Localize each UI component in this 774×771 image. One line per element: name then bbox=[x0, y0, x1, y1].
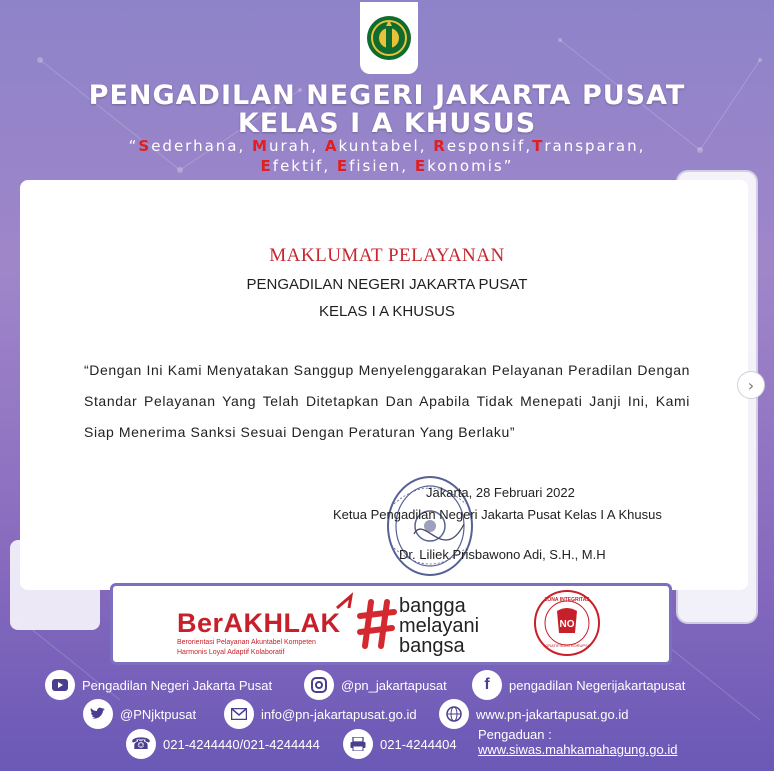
twitter-label: @PNjktpusat bbox=[120, 706, 197, 722]
zona-integritas-logo bbox=[533, 589, 601, 657]
motto-initial: R bbox=[433, 137, 447, 155]
bangga-line2: melayani bbox=[399, 615, 480, 637]
berakhlak-line2: Harmonis Loyal Adaptif Kolaboratif bbox=[177, 649, 285, 656]
contact-phone[interactable] bbox=[126, 729, 320, 759]
motto-initial: E bbox=[260, 157, 273, 175]
contact-instagram[interactable] bbox=[304, 670, 447, 700]
youtube-icon bbox=[45, 670, 75, 700]
bangga-line3: bangsa bbox=[399, 635, 465, 657]
court-name-line2: KELAS I A KHUSUS bbox=[237, 108, 537, 139]
complaint-info[interactable] bbox=[478, 727, 677, 757]
motto-initial: S bbox=[138, 137, 152, 155]
court-name-line1: PENGADILAN NEGERI JAKARTA PUSAT bbox=[88, 80, 686, 111]
court-emblem bbox=[360, 2, 418, 74]
hashtag-icon bbox=[357, 598, 397, 650]
integrity-banner bbox=[110, 583, 672, 665]
berakhlak-line1: Berorientasi Pelayanan Akuntabel Kompeten bbox=[177, 639, 316, 646]
contact-facebook[interactable] bbox=[472, 670, 685, 700]
instagram-icon bbox=[304, 670, 334, 700]
website-label: www.pn-jakartapusat.go.id bbox=[476, 706, 629, 722]
motto-initial: M bbox=[252, 137, 269, 155]
next-slide-button[interactable] bbox=[737, 371, 765, 399]
fax-label: 021-4244404 bbox=[380, 736, 457, 752]
youtube-label: Pengadilan Negeri Jakarta Pusat bbox=[82, 677, 273, 693]
phone-label: 021-4244440/021-4244444 bbox=[163, 736, 320, 752]
motto-line1 bbox=[0, 136, 774, 156]
notice-subtitle2: KELAS I A KHUSUS bbox=[319, 303, 455, 320]
contact-website[interactable] bbox=[439, 699, 628, 729]
motto-segment: fektif, bbox=[272, 157, 337, 175]
motto-segment: esponsif, bbox=[446, 137, 533, 155]
motto-initial: A bbox=[324, 137, 339, 155]
twitter-icon bbox=[83, 699, 113, 729]
motto-segment: kuntabel, bbox=[338, 137, 434, 155]
notice-subtitle1: PENGADILAN NEGERI JAKARTA PUSAT bbox=[246, 276, 528, 293]
zona-no-text: NO bbox=[559, 619, 575, 630]
zona-label-text: ZONA INTEGRITAS bbox=[544, 597, 590, 603]
signatory-name: Dr. Liliek Prisbawono Adi, S.H., M.H bbox=[399, 547, 606, 562]
bangga-line1: bangga bbox=[399, 595, 466, 617]
fax-icon bbox=[343, 729, 373, 759]
email-label: info@pn-jakartapusat.go.id bbox=[261, 706, 417, 722]
chevron-right-icon: › bbox=[747, 375, 755, 395]
email-icon bbox=[224, 699, 254, 729]
motto-segment: ransparan, bbox=[544, 137, 646, 155]
phone-icon: ☎ bbox=[126, 729, 156, 759]
contact-email[interactable] bbox=[224, 699, 417, 729]
motto-initial: T bbox=[532, 137, 545, 155]
court-emblem-icon bbox=[365, 8, 413, 68]
contact-twitter[interactable] bbox=[83, 699, 196, 729]
zona-sub-text: GRATIFIKASI KORUPSI bbox=[545, 643, 589, 648]
instagram-label: @pn_jakartapusat bbox=[341, 677, 447, 693]
globe-icon bbox=[439, 699, 469, 729]
motto-segment: ederhana, bbox=[151, 137, 253, 155]
motto bbox=[0, 136, 774, 176]
motto-segment: “ bbox=[128, 137, 139, 155]
contact-youtube[interactable] bbox=[45, 670, 272, 700]
signatory-title: Ketua Pengadilan Negeri Jakarta Pusat Kelas I A Khusus bbox=[333, 507, 662, 522]
berakhlak-logo-text: BerAKHLAK bbox=[177, 608, 341, 638]
motto-line2 bbox=[0, 156, 774, 176]
notice-statement: “Dengan Ini Kami Menyatakan Sanggup Menyelenggarakan Pelayanan Peradilan Dengan Standar Pelayanan Yang Telah Ditetapkan Dan Apabila Tidak Menepati Janji Ini, Kami Siap Menerima Sanksi Sesuai Dengan Peraturan Yang Berlaku” bbox=[84, 362, 690, 440]
place-date: Jakarta, 28 Februari 2022 bbox=[426, 485, 575, 500]
facebook-icon: f bbox=[472, 670, 502, 700]
facebook-label: pengadilan Negerijakartapusat bbox=[509, 677, 686, 693]
motto-segment: fisien, bbox=[349, 157, 415, 175]
motto-initial: E bbox=[414, 157, 428, 175]
motto-segment: urah, bbox=[268, 137, 325, 155]
complaint-link[interactable]: www.siwas.mahkamahagung.go.id bbox=[478, 742, 678, 757]
motto-segment: konomis” bbox=[427, 157, 514, 175]
motto-initial: E bbox=[336, 157, 350, 175]
complaint-label: Pengaduan : bbox=[478, 727, 552, 742]
contact-fax[interactable] bbox=[343, 729, 457, 759]
notice-title: MAKLUMAT PELAYANAN bbox=[269, 245, 505, 266]
